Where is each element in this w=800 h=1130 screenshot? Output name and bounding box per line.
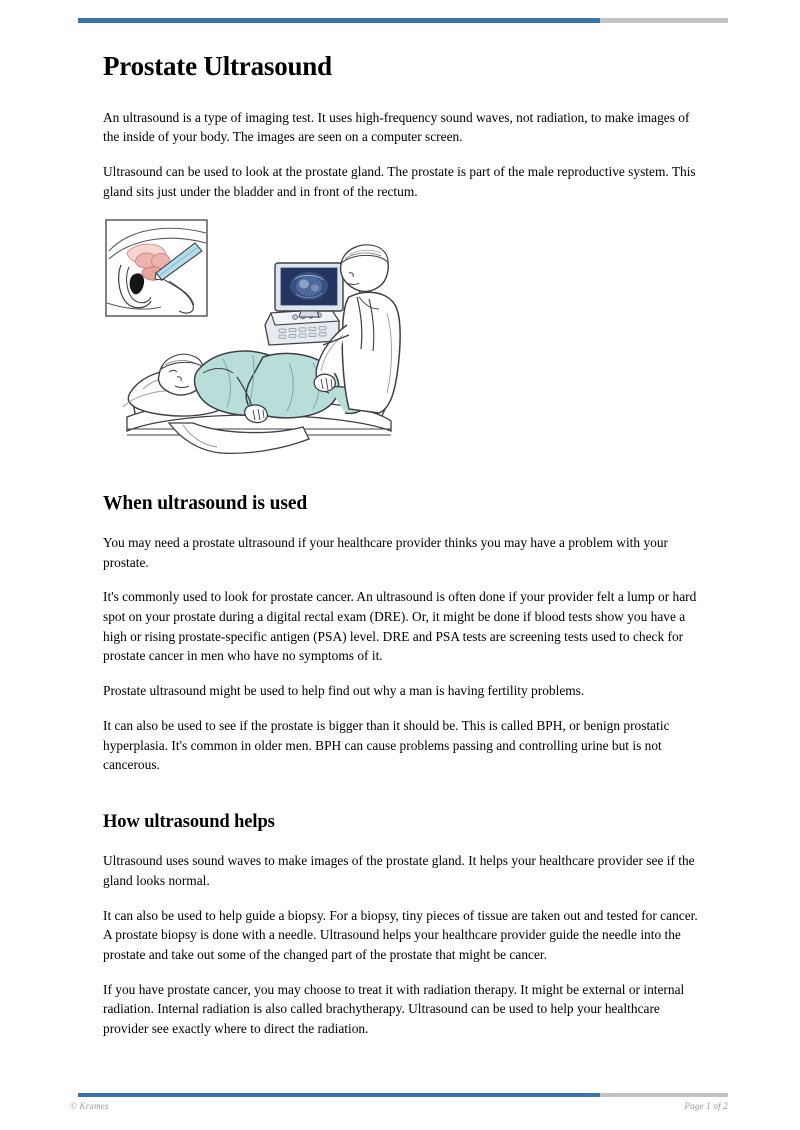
header-rule-blue-segment <box>78 18 600 23</box>
section-heading-when-ultrasound-is-used: When ultrasound is used <box>103 492 308 514</box>
footer-page-number: Page 1 of 2 <box>684 1101 728 1111</box>
intro-paragraph-2: Ultrasound can be used to look at the prostate gland. The prostate is part of the male reproductive system. This gland sits just under the bladder and in front of the rectum. <box>103 164 696 199</box>
section-2-paragraph-1: Ultrasound uses sound waves to make images of the prostate gland. It helps your healthcare provider see if the gland looks normal. <box>103 853 695 888</box>
footer-rule-gray-segment <box>600 1093 728 1097</box>
intro-paragraph-1: An ultrasound is a type of imaging test. It uses high-frequency sound waves, not radiation, to make images of the inside of your body. The images are seen on a computer screen. <box>103 109 690 145</box>
page-title: Prostate Ultrasound <box>103 51 332 81</box>
prostate-ultrasound-procedure-illustration <box>103 217 403 465</box>
section-spacer <box>103 790 698 812</box>
ultrasound-machine <box>265 263 343 345</box>
footer-rule-blue-segment <box>78 1093 600 1097</box>
ultrasound-monitor <box>275 263 343 317</box>
header-rule <box>78 18 728 23</box>
document-content <box>103 52 698 1039</box>
illustration-spacer <box>103 485 698 493</box>
header-rule-gray-segment <box>600 18 728 23</box>
section-2-paragraph-3: If you have prostate cancer, you may choose to treat it with radiation therapy. It might be external or internal radiation. Internal radiation is also called brachytherapy. Ultrasound can be used to help your healthcare provider see exactly where to direct the radiation. <box>103 981 685 1037</box>
footer-rule <box>78 1093 728 1097</box>
section-1-paragraph-4: It can also be used to see if the prostate is bigger than it should be. This is called BPH, or benign prostatic hyperplasia. It's common in older men. BPH can cause problems passing and controlling urine but is not cancerous. <box>103 717 670 773</box>
section-2-paragraph-2: It can also be used to help guide a biopsy. For a biopsy, tiny pieces of tissue are taken out and tested for cancer. A prostate biopsy is done with a needle. Ultrasound helps your healthcare provider guide the needle into the prostate and take out some of the changed part of the prostate that might be cancer. <box>103 907 698 963</box>
section-1-paragraph-1: You may need a prostate ultrasound if your healthcare provider thinks you may have a problem with your prostate. <box>103 534 668 570</box>
section-heading-how-ultrasound-helps: How ultrasound helps <box>103 811 275 832</box>
anatomy-inset-diagram <box>106 220 207 316</box>
section-1-paragraph-2: It's commonly used to look for prostate cancer. An ultrasound is often done if your provider felt a lump or hard spot on your prostate during a digital rectal exam (DRE). Or, it might be done if blood tests show you have a high or rising prostate-specific antigen (PSA) level. DRE and PSA tests are screening tests used to check for prostate cancer in men who have no symptoms of it. <box>103 589 697 664</box>
footer-copyright: © Krames <box>70 1101 109 1111</box>
section-1-paragraph-3: Prostate ultrasound might be used to help find out why a man is having fertility problems. <box>103 683 585 699</box>
